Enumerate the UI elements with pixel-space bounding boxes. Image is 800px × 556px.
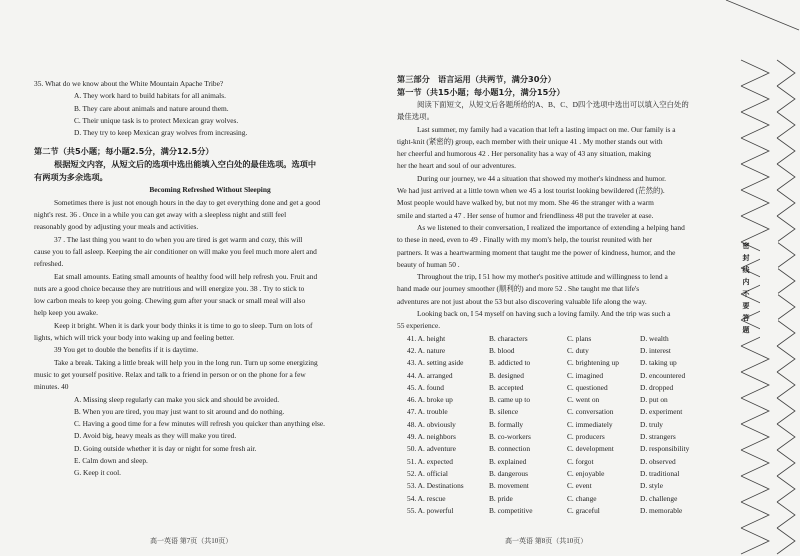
passage-title: Becoming Refreshed Without Sleeping: [149, 185, 271, 195]
passage-line: lights, which will trick your body into waking up and feeling better.: [34, 333, 235, 343]
option-cell: 51. A. expected: [407, 456, 453, 466]
passage-line: cause you to fall asleep. Keeping the air conditioner on will make you feel much more alert and: [34, 246, 317, 256]
option-cell: 42. A. nature: [407, 345, 446, 355]
q35-option: A. They work hard to build habitats for all animals.: [74, 91, 226, 101]
passage-line: low carbon meals to keep you going. Chewing gum after your snack or small meal will also: [34, 296, 306, 306]
option-cell: C. forgot: [567, 456, 594, 466]
options-table: [397, 333, 725, 517]
passage-line: partners. It was a heartwarming moment that taught me the power of kindness, humor, and the: [397, 247, 676, 257]
option-cell: B. pride: [489, 493, 513, 503]
option-cell: D. wealth: [640, 333, 669, 343]
option-cell: B. formally: [489, 419, 524, 429]
option-cell: C. event: [567, 481, 592, 491]
option-cell: 41. A. height: [407, 333, 446, 343]
passage-line: help keep you awake.: [34, 308, 99, 318]
right-column: [397, 73, 725, 517]
passage-line: beauty of human 50 .: [397, 259, 460, 269]
passage-line: smile and started a 47 . Her sense of humor and friendliness 48 put the traveler at ease.: [397, 210, 654, 220]
option-cell: D. dropped: [640, 382, 674, 392]
option-cell: D. observed: [640, 456, 676, 466]
passage-line: Sometimes there is just not enough hours in the day to get everything done and get a good: [54, 197, 321, 207]
option-cell: B. connection: [489, 444, 531, 454]
choice-item: D. Avoid big, heavy meals as they will make you tired.: [74, 431, 237, 441]
section1-instruction-cont: 最佳选项。: [397, 112, 434, 122]
passage-line: hand made our journey smoother (顺利的) and more 52 . She taught me that life's: [397, 284, 640, 294]
choice-item: E. Calm down and sleep.: [74, 456, 148, 466]
option-cell: 47. A. trouble: [407, 407, 448, 417]
option-cell: C. change: [567, 493, 597, 503]
passage-line: 37 . The last thing you want to do when you are tired is get warm and cozy, this will: [54, 234, 303, 244]
binding-margin-decoration: [725, 0, 800, 556]
choice-item: D. Going outside whether it is day or night for some fresh air.: [74, 443, 257, 453]
option-cell: D. challenge: [640, 493, 678, 503]
option-cell: D. encountered: [640, 370, 686, 380]
option-cell: C. plans: [567, 333, 592, 343]
choice-item: G. Keep it cool.: [74, 468, 121, 478]
passage-line: Keep it bright. When it is dark your body thinks it is time to go to sleep. Turn on lots of: [54, 320, 313, 330]
option-cell: 44. A. arranged: [407, 370, 453, 380]
page-footer-right: 高一英语 第8页（共10页）: [505, 537, 588, 545]
choice-item: A. Missing sleep regularly can make you sick and should be avoided.: [74, 394, 280, 404]
choice-item: B. When you are tired, you may just want to sit around and do nothing.: [74, 406, 285, 416]
option-cell: B. designed: [489, 370, 524, 380]
option-cell: D. interest: [640, 345, 671, 355]
option-cell: D. strangers: [640, 432, 676, 442]
section2-header: 第二节（共5小题；每小题2.5分，满分12.5分）: [34, 146, 214, 157]
option-cell: C. development: [567, 444, 614, 454]
page-footer-left: 高一英语 第7页（共10页）: [150, 537, 233, 545]
option-cell: 49. A. neighbors: [407, 432, 456, 442]
passage-line: minutes. 40: [34, 382, 69, 392]
option-cell: B. accepted: [489, 382, 524, 392]
option-cell: 46. A. broke up: [407, 395, 453, 405]
q35-option: C. Their unique task is to protect Mexican gray wolves.: [74, 115, 239, 125]
q35-option: B. They care about animals and nature around them.: [74, 103, 229, 113]
option-cell: C. imagined: [567, 370, 604, 380]
option-cell: D. taking up: [640, 358, 677, 368]
option-cell: B. competitive: [489, 505, 533, 515]
option-cell: B. addicted to: [489, 358, 531, 368]
option-cell: B. explained: [489, 456, 527, 466]
passage-line: Eat small amounts. Eating small amounts of healthy food will help refresh you. Fruit and: [54, 271, 318, 281]
passage-line: As we listened to their conversation, I realized the importance of extending a helping hand: [417, 222, 685, 232]
passage-line: to these in need, even to 49 . Finally with my mom's help, the tourist reunited with her: [397, 235, 653, 245]
option-cell: 48. A. obviously: [407, 419, 456, 429]
option-cell: D. experiment: [640, 407, 683, 417]
binding-margin-label: 密封线内不要答题: [742, 242, 750, 334]
passage-line: Throughout the trip, I 51 how my mother's positive attitude and willingness to lend a: [417, 272, 668, 282]
option-cell: B. dangerous: [489, 468, 528, 478]
choice-item: C. Having a good time for a few minutes will refresh you quicker than anything else.: [74, 419, 326, 429]
option-cell: 55. A. powerful: [407, 505, 454, 515]
q35-stem: 35. What do we know about the White Mountain Apache Tribe?: [34, 79, 224, 88]
option-cell: 45. A. found: [407, 382, 444, 392]
option-cell: D. truly: [640, 419, 663, 429]
option-cell: D. responsibility: [640, 444, 690, 454]
option-cell: B. blood: [489, 345, 515, 355]
passage-line: tight-knit (紧密的) group, each member with their unique 41 . My mother stands out with: [397, 136, 663, 146]
passage-line: night's rest. 36 . Once in a while you can get away with a sleepless night and still feel: [34, 210, 287, 220]
section1-header: 第一节（共15小题；每小题1分，满分15分）: [397, 87, 565, 97]
passage-line: nuts are a good choice because they are nutritious and will energize you. 38 . Try to stick to: [34, 283, 305, 293]
passage-line: 55 experience.: [397, 321, 441, 331]
passage-line: 39 You get to double the benefits if it is daytime.: [54, 345, 199, 355]
passage-line: refreshed.: [34, 259, 64, 269]
passage-line: adventures are not just about the 53 but also discovering valuable life along the way.: [397, 296, 647, 306]
option-cell: B. co-workers: [489, 432, 531, 442]
passage-line: her cheerful and humorous 42 . Her personality has a way of 43 any situation, making: [397, 149, 651, 159]
section1-instruction: 阅读下面短文，从短文后各题所给的A、B、C、D四个选项中选出可以填入空白处的: [417, 100, 689, 109]
option-cell: C. producers: [567, 432, 605, 442]
left-column: [34, 78, 386, 480]
option-cell: 43. A. setting aside: [407, 358, 464, 368]
option-cell: C. brightening up: [567, 358, 619, 368]
passage-line: Looking back on, I 54 myself on having such a loving family. And the trip was such a: [417, 309, 671, 319]
option-cell: C. questioned: [567, 382, 608, 392]
passage-line: We had just arrived at a little town when we 45 a lost tourist looking bewildered (茫然的).: [397, 186, 665, 196]
option-cell: C. enjoyable: [567, 468, 605, 478]
passage-line: her the heart and soul of our adventures.: [397, 161, 517, 171]
option-cell: C. conversation: [567, 407, 614, 417]
passage-line: Most people would have walked by, but not my mom. She 46 the stranger with a warm: [397, 198, 654, 208]
option-cell: 50. A. adventure: [407, 444, 456, 454]
option-cell: D. style: [640, 481, 663, 491]
option-cell: B. came up to: [489, 395, 531, 405]
option-cell: D. memorable: [640, 505, 683, 515]
option-cell: D. put on: [640, 395, 668, 405]
option-cell: D. traditional: [640, 468, 680, 478]
option-cell: 53. A. Destinations: [407, 481, 464, 491]
passage-line: During our journey, we 44 a situation that showed my mother's kindness and humor.: [417, 173, 667, 183]
option-cell: C. immediately: [567, 419, 613, 429]
passage-line: Take a break. Taking a little break will help you in the long run. Turn up some energizing: [54, 357, 318, 367]
passage-line: reasonably good by adjusting your meals and activities.: [34, 222, 199, 232]
passage-line: music to get yourself positive. Relax and talk to a friend in person or on the phone for a few: [34, 369, 306, 379]
part3-header: 第三部分 语言运用（共两节，满分30分）: [397, 74, 556, 84]
option-cell: B. characters: [489, 333, 528, 343]
passage-line: Last summer, my family had a vacation that left a lasting impact on me. Our family is a: [417, 124, 676, 134]
q35-option: D. They try to keep Mexican gray wolves from increasing.: [74, 128, 248, 138]
option-cell: C. duty: [567, 345, 589, 355]
option-cell: B. movement: [489, 481, 529, 491]
option-cell: C. went on: [567, 395, 600, 405]
option-cell: B. silence: [489, 407, 519, 417]
section2-instruction-cont: 有两项为多余选项。: [34, 172, 108, 183]
section2-instruction: 根据短文内容，从短文后的选项中选出能填入空白处的最佳选项。选项中: [54, 159, 317, 170]
option-cell: 54. A. rescue: [407, 493, 446, 503]
option-cell: 52. A. official: [407, 468, 448, 478]
option-cell: C. graceful: [567, 505, 600, 515]
